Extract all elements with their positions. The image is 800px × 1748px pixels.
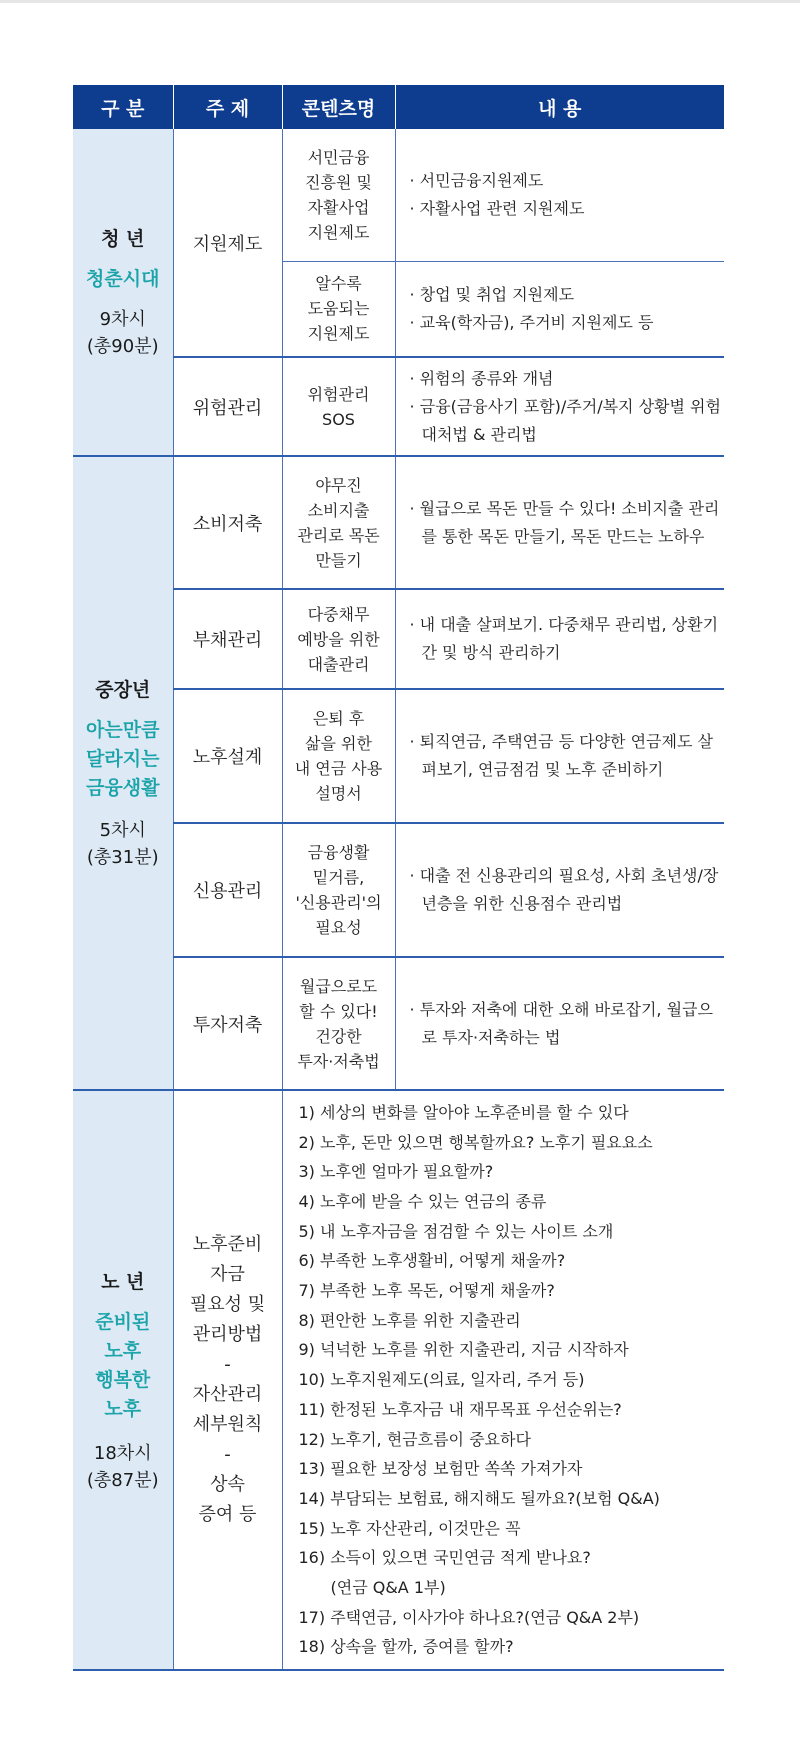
group-youth bbox=[73, 129, 173, 456]
list-item: 6) 부족한 노후생활비, 어떻게 채울까? bbox=[298, 1251, 566, 1271]
table-row bbox=[73, 1090, 724, 1670]
group-sessions: 5차시 bbox=[99, 820, 146, 841]
group-duration: (총87분) bbox=[86, 1469, 159, 1491]
list-item: 14) 부담되는 보험료, 해지해도 될까요?(보험 Q&A) bbox=[298, 1488, 660, 1508]
group-name: 청 년 bbox=[101, 228, 145, 250]
table-row bbox=[73, 456, 724, 589]
list-item: 5) 내 노후자금을 점검할 수 있는 사이트 소개 bbox=[298, 1221, 614, 1241]
group-senior bbox=[73, 1090, 173, 1670]
group-subtitle: 준비된 bbox=[95, 1310, 151, 1333]
list-item: 7) 부족한 노후 목돈, 어떻게 채울까? bbox=[298, 1281, 555, 1301]
group-subtitle: 행복한 bbox=[95, 1368, 151, 1391]
content-name-cell: 위험관리 SOS bbox=[282, 357, 395, 456]
top-divider bbox=[0, 0, 800, 3]
description-cell: · 투자와 저축에 대한 오해 바로잡기, 월급으로 투자·저축하는 법 bbox=[395, 957, 724, 1090]
description-cell: · 대출 전 신용관리의 필요성, 사회 초년생/장년층을 위한 신용점수 관리법 bbox=[395, 823, 724, 957]
curriculum-table-container bbox=[73, 85, 724, 1671]
table-row bbox=[73, 129, 724, 261]
topic-cell: 신용관리 bbox=[173, 823, 282, 957]
content-name-cell: 다중채무 예방을 위한 대출관리 bbox=[282, 589, 395, 689]
header-topic: 주 제 bbox=[173, 85, 282, 129]
group-subtitle: 청춘시대 bbox=[86, 268, 160, 290]
group-subtitle: 금융생활 bbox=[86, 777, 160, 799]
group-duration: (총90분) bbox=[86, 336, 159, 357]
content-name-cell: 금융생활 밑거름, '신용관리'의 필요성 bbox=[282, 823, 395, 957]
group-subtitle: 노후 bbox=[104, 1339, 142, 1362]
topic-cell: 위험관리 bbox=[173, 357, 282, 456]
description-cell: · 서민금융지원제도 · 자활사업 관련 지원제도 bbox=[395, 129, 724, 261]
content-name-cell: 야무진 소비지출 관리로 목돈 만들기 bbox=[282, 456, 395, 589]
list-item: 17) 주택연금, 이사가야 하나요?(연금 Q&A 2부) bbox=[298, 1607, 640, 1627]
list-item: 9) 넉넉한 노후를 위한 지출관리, 지금 시작하자 bbox=[298, 1340, 629, 1360]
list-item: 1) 세상의 변화를 알아야 노후준비를 할 수 있다 bbox=[298, 1102, 629, 1122]
content-name-cell: 은퇴 후 삶을 위한 내 연금 사용 설명서 bbox=[282, 689, 395, 823]
group-name: 중장년 bbox=[95, 679, 151, 701]
list-item: 8) 편안한 노후를 위한 지출관리 bbox=[298, 1310, 521, 1330]
senior-content-list bbox=[295, 1098, 725, 1662]
group-sessions: 18차시 bbox=[93, 1442, 152, 1464]
table-header-row bbox=[73, 85, 724, 129]
group-subtitle: 아는만큼 bbox=[86, 719, 160, 741]
group-middle-aged bbox=[73, 456, 173, 1090]
list-item-continuation: (연금 Q&A 1부) bbox=[330, 1578, 446, 1598]
content-name-cell: 알수록 도움되는 지원제도 bbox=[282, 261, 395, 357]
content-name-cell: 월급으로도 할 수 있다! 건강한 투자·저축법 bbox=[282, 957, 395, 1090]
list-item: 4) 노후에 받을 수 있는 연금의 종류 bbox=[298, 1191, 547, 1211]
topic-cell: 투자저축 bbox=[173, 957, 282, 1090]
description-cell: · 내 대출 살펴보기. 다중채무 관리법, 상환기간 및 방식 관리하기 bbox=[395, 589, 724, 689]
description-cell: · 창업 및 취업 지원제도 · 교육(학자금), 주거비 지원제도 등 bbox=[395, 261, 724, 357]
list-item: 15) 노후 자산관리, 이것만은 꼭 bbox=[298, 1518, 521, 1538]
topic-cell: 부채관리 bbox=[173, 589, 282, 689]
description-cell: · 퇴직연금, 주택연금 등 다양한 연금제도 살펴보기, 연금점검 및 노후 준비하기 bbox=[395, 689, 724, 823]
list-item: 12) 노후기, 현금흐름이 중요하다 bbox=[298, 1429, 531, 1449]
topic-cell: 지원제도 bbox=[173, 129, 282, 357]
list-item: 18) 상속을 할까, 증여를 할까? bbox=[298, 1637, 514, 1657]
list-item: 2) 노후, 돈만 있으면 행복할까요? 노후기 필요요소 bbox=[298, 1132, 653, 1152]
content-name-cell: 서민금융 진흥원 및 자활사업 지원제도 bbox=[282, 129, 395, 261]
topic-cell: 노후설계 bbox=[173, 689, 282, 823]
list-item: 3) 노후엔 얼마가 필요할까? bbox=[298, 1162, 494, 1182]
list-item: 11) 한정된 노후자금 내 재무목표 우선순위는? bbox=[298, 1399, 622, 1419]
list-item: 16) 소득이 있으면 국민연금 적게 받나요? bbox=[298, 1548, 591, 1568]
group-subtitle: 달라지는 bbox=[86, 748, 160, 770]
topic-cell: 소비저축 bbox=[173, 456, 282, 589]
curriculum-table bbox=[73, 85, 724, 1671]
group-name: 노 년 bbox=[101, 1270, 145, 1293]
description-cell: · 위험의 종류와 개념 · 금융(금융사기 포함)/주거/복지 상황별 위험대처법 & 관리법 bbox=[395, 357, 724, 456]
list-item: 13) 필요한 보장성 보험만 쏙쏙 가져가자 bbox=[298, 1459, 583, 1479]
senior-content-list-cell bbox=[282, 1090, 724, 1670]
group-subtitle: 노후 bbox=[104, 1397, 142, 1420]
list-item: 10) 노후지원제도(의료, 일자리, 주거 등) bbox=[298, 1370, 585, 1390]
topic-cell: 노후준비 자금 필요성 및 관리방법 - 자산관리 세부원칙 - 상속 증여 등 bbox=[173, 1090, 282, 1670]
header-content-name: 콘텐츠명 bbox=[282, 85, 395, 129]
group-duration: (총31분) bbox=[86, 847, 159, 868]
header-description: 내 용 bbox=[395, 85, 724, 129]
header-category: 구 분 bbox=[73, 85, 173, 129]
description-cell: · 월급으로 목돈 만들 수 있다! 소비지출 관리를 통한 목돈 만들기, 목돈 만드는 노하우 bbox=[395, 456, 724, 589]
group-sessions: 9차시 bbox=[99, 309, 146, 330]
